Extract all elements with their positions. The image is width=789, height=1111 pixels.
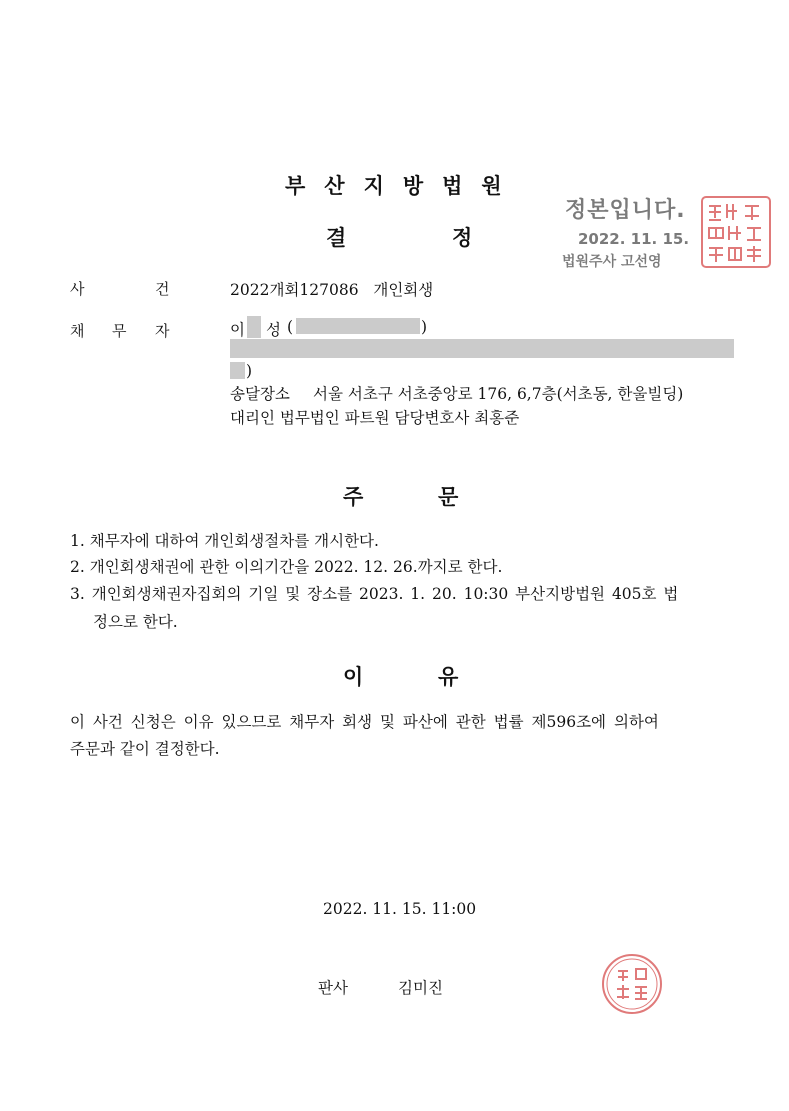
id-paren-open: ( — [287, 318, 294, 336]
debtor-label-3: 자 — [155, 322, 170, 340]
order-heading-right: 문 — [438, 485, 459, 509]
court-name: 부산지방법원 — [285, 174, 521, 198]
order-heading-left: 주 — [343, 485, 364, 509]
delivery-address: 서울 서초구 서초중앙로 176, 6,7층(서초동, 한울빌딩) — [313, 385, 684, 403]
order-item-1: 1. 채무자에 대하여 개인회생절차를 개시한다. — [70, 532, 379, 550]
redacted-address-line — [230, 339, 734, 358]
judge-title: 판사 — [318, 979, 348, 997]
debtor-name-last: 성 — [266, 321, 281, 339]
decision-date: 2022. 11. 15. 11:00 — [323, 900, 477, 918]
judge-seal — [601, 953, 663, 1015]
redacted-id-number — [296, 318, 420, 334]
order-item-3: 3. 개인회생채권자집회의 기일 및 장소를 2023. 1. 20. 10:30 부산지방법원 405호 법 — [70, 585, 679, 603]
court-clerk: 법원주사 고선영 — [562, 254, 662, 270]
reason-line-2: 주문과 같이 결정한다. — [70, 740, 220, 758]
round-seal-icon — [601, 953, 663, 1015]
seal-glyphs-icon — [703, 198, 769, 266]
court-square-seal — [701, 196, 771, 268]
redacted-address-tail — [230, 362, 245, 379]
case-number: 2022개회127086 개인회생 — [230, 281, 434, 299]
order-item-3-cont: 정으로 한다. — [93, 613, 178, 631]
doc-type-left: 결 — [326, 226, 347, 250]
debtor-agent: 대리인 법무법인 파트원 담당변호사 최홍준 — [230, 409, 520, 427]
debtor-label-1: 채 — [70, 322, 85, 340]
certified-date: 2022. 11. 15. — [578, 230, 690, 248]
redacted-name-char — [247, 316, 261, 338]
case-label-right: 건 — [155, 280, 170, 298]
reason-heading-left: 이 — [343, 665, 364, 689]
id-paren-close: ) — [421, 318, 428, 336]
delivery-label: 송달장소 — [230, 385, 290, 403]
judge-name: 김미진 — [398, 979, 443, 997]
case-label-left: 사 — [70, 280, 85, 298]
doc-type-right: 정 — [452, 226, 473, 250]
certified-copy-stamp: 정본입니다. — [565, 198, 686, 223]
order-item-2: 2. 개인회생채권에 관한 이의기간을 2022. 12. 26.까지로 한다. — [70, 558, 503, 576]
debtor-name-first: 이 — [230, 321, 245, 339]
reason-heading-right: 유 — [438, 665, 459, 689]
debtor-label-2: 무 — [112, 322, 127, 340]
reason-line-1: 이 사건 신청은 이유 있으므로 채무자 회생 및 파산에 관한 법률 제596조에 의하여 — [70, 713, 659, 731]
address-paren-close: ) — [246, 362, 253, 380]
